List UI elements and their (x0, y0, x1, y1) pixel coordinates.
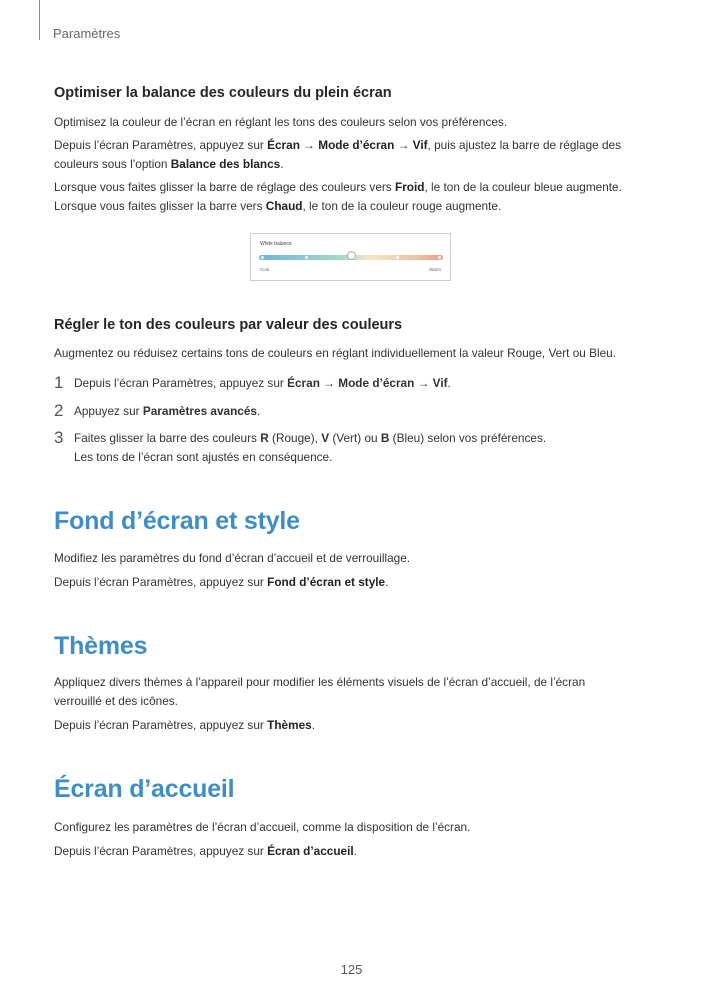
white-balance-title: White balance (260, 241, 292, 247)
themes-intro: Appliquez divers thèmes à l’appareil pour modifier les éléments visuels de l’écran d’accueil, de l’écran verrouillé et des icônes. (54, 675, 586, 708)
slider-step-dot (305, 256, 308, 259)
home-screen-section-title: Écran d’accueil (54, 775, 235, 803)
color-balance-explanation: Lorsque vous faites glisser la barre de réglage des couleurs vers Froid, le ton de la couleur bleue augmente. Lorsque vous faites glisser la barre vers Chaud, le ton de la couleur rouge augmente. (54, 180, 622, 213)
menu-mode-ecran: Mode d’écran (318, 138, 395, 152)
wallpaper-section-title: Fond d’écran et style (54, 507, 300, 535)
step-number: 1 (54, 373, 64, 392)
label-warm: Warm (429, 267, 441, 272)
step-number: 3 (54, 428, 64, 447)
home-screen-intro: Configurez les paramètres de l’écran d’accueil, comme la disposition de l’écran. (54, 820, 471, 834)
color-balance-instructions: Depuis l’écran Paramètres, appuyez sur Écran → Mode d’écran → Vif, puis ajustez la barre de réglage des couleurs sous l’option Balance des blancs. (54, 138, 622, 171)
themes-instructions: Depuis l’écran Paramètres, appuyez sur Thèmes. (54, 718, 315, 732)
wallpaper-intro: Modifiez les paramètres du fond d’écran d’accueil et de verrouillage. (54, 551, 411, 565)
color-balance-title: Optimiser la balance des couleurs du plein écran (54, 85, 392, 101)
slider-step-dot (261, 256, 264, 259)
header-rule (39, 0, 40, 40)
menu-vif: Vif (412, 138, 428, 152)
term-chaud: Chaud (265, 199, 303, 213)
themes-section-title: Thèmes (54, 632, 148, 660)
header-title: Paramètres (53, 26, 121, 41)
slider-step-dot (438, 256, 441, 259)
white-balance-slider-knob (347, 251, 356, 260)
page-number: 125 (340, 962, 363, 977)
menu-ecran: Écran (267, 138, 300, 152)
wallpaper-instructions: Depuis l’écran Paramètres, appuyez sur Fond d’écran et style. (54, 575, 389, 589)
color-balance-intro: Optimisez la couleur de l’écran en réglant les tons des couleurs selon vos préférences. (54, 115, 508, 129)
step-number: 2 (54, 401, 64, 420)
color-tone-title: Régler le ton des couleurs par valeur des couleurs (54, 317, 403, 333)
color-tone-intro: Augmentez ou réduisez certains tons de couleurs en réglant individuellement la valeur Rouge, Vert ou Bleu. (54, 346, 616, 360)
home-screen-instructions: Depuis l’écran Paramètres, appuyez sur Écran d’accueil. (54, 844, 357, 858)
option-balance-blancs: Balance des blancs (170, 157, 281, 171)
term-froid: Froid (394, 180, 425, 194)
white-balance-illustration (250, 233, 451, 281)
slider-step-dot (396, 256, 399, 259)
label-cool: Cool (260, 267, 270, 272)
